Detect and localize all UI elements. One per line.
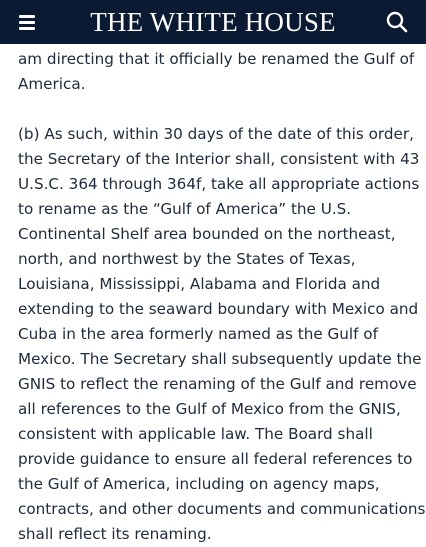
- text-line: extending to the seaward boundary with Mexico and: [18, 300, 419, 318]
- text-line: shall reflect its renaming.: [18, 525, 212, 543]
- article-body: [18, 44, 426, 547]
- paragraph-a-ending: [18, 47, 413, 97]
- text-line: provide guidance to ensure all federal references to: [18, 450, 413, 468]
- hamburger-menu-icon[interactable]: [14, 12, 40, 32]
- text-line: GNIS to reflect the renaming of the Gulf and remove: [18, 375, 417, 393]
- text-line: to rename as the “Gulf of America” the U.S.: [18, 200, 352, 218]
- text-line: the Secretary of the Interior shall, consistent with 43: [18, 150, 420, 168]
- text-line: America.: [18, 75, 86, 93]
- search-icon[interactable]: [384, 9, 410, 35]
- site-title[interactable]: THE WHITE HOUSE: [90, 7, 336, 37]
- text-line: (b) As such, within 30 days of the date of this order,: [18, 125, 414, 143]
- text-line: U.S.C. 364 through 364f, take all appropriate actions: [18, 175, 420, 193]
- paragraph-b: [18, 122, 426, 547]
- text-line: Louisiana, Mississippi, Alabama and Florida and: [18, 275, 381, 293]
- text-line: Continental Shelf area bounded on the northeast,: [18, 225, 396, 243]
- text-line: contracts, and other documents and communications: [18, 500, 426, 518]
- text-line: Mexico. The Secretary shall subsequently update the: [18, 350, 422, 368]
- site-header: [0, 0, 426, 44]
- text-line: am directing that it officially be renamed the Gulf of: [18, 50, 415, 68]
- text-line: consistent with applicable law. The Board shall: [18, 425, 373, 443]
- text-line: Cuba in the area formerly named as the Gulf of: [18, 325, 378, 343]
- text-line: north, and northwest by the States of Texas,: [18, 250, 356, 268]
- text-line: all references to the Gulf of Mexico from the GNIS,: [18, 400, 401, 418]
- text-line: the Gulf of America, including on agency maps,: [18, 475, 380, 493]
